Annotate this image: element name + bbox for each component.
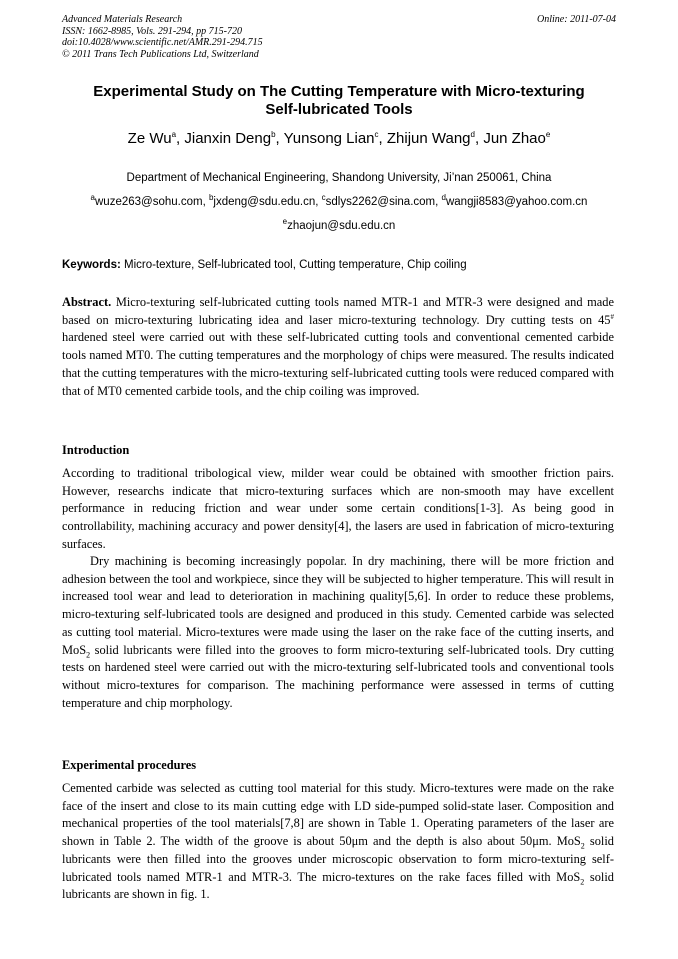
email-mark: b — [208, 193, 214, 203]
author-separator: , — [176, 130, 185, 147]
procedures-paragraph — [62, 780, 614, 904]
author-name: Zhijun Wang — [386, 130, 471, 147]
author-separator: , — [474, 130, 484, 147]
author-list — [62, 129, 616, 149]
abstract-sup: # — [610, 312, 614, 321]
author-name: Ze Wu — [127, 130, 172, 147]
abstract-text: hardened steel were carried out with these self-lubricated cutting tools and conventional cemented carbide tools named MT0. The cutting temperatures and the morphology of chips were measured. The results indicated that the cutting temperatures with the micro-texturing self-lubricated cutting tools were reduced compared with that of MT0 cemented carbide tools, and the chip coiling was improved. — [62, 330, 614, 398]
introduction-paragraph-2 — [62, 553, 614, 712]
email-separator: , — [315, 196, 322, 208]
email-line-2 — [62, 219, 616, 233]
author-mark: e — [545, 130, 551, 139]
email-address[interactable]: wuze263@sohu.com — [95, 196, 203, 208]
email-mark: d — [441, 193, 446, 203]
abstract-paragraph — [62, 294, 614, 400]
journal-header — [62, 14, 616, 60]
email-address[interactable]: jxdeng@sdu.edu.cn — [213, 196, 316, 208]
paragraph-text: solid lubricants were then filled into the grooves under microscopic observation to form micro-texturing self-lubricated tools named MTR-1 and MTR-3. The micro-textures on the rake faces filled with MoS — [62, 834, 614, 884]
email-address[interactable]: zhaojun@sdu.edu.cn — [287, 220, 396, 232]
paper-title — [62, 83, 616, 119]
introduction-paragraph-1: According to traditional tribological view, milder wear could be obtained with smoother friction pairs. However, researchs indicate that micro-texturing surfaces which are non-smooth may have excellent performance in reducing friction and wear under some certain conditions[1-3]. As being good in controllability, machining accuracy and power density[4], the lasers are used in fabrication of micro-texturing surfaces. — [62, 466, 614, 551]
journal-name: Advanced Materials Research — [62, 14, 183, 25]
copyright-line: © 2011 Trans Tech Publications Ltd, Switzerland — [62, 48, 259, 60]
email-mark: e — [282, 217, 288, 227]
doi-line: doi:10.4028/www.scientific.net/AMR.291-294.715 — [62, 37, 263, 48]
introduction-heading: Introduction — [62, 443, 130, 457]
email-address[interactable]: wangji8583@yahoo.com.cn — [445, 196, 588, 208]
online-date: Online: 2011-07-04 — [537, 14, 616, 25]
author-mark: d — [470, 130, 475, 139]
subscript: 2 — [580, 876, 585, 886]
email-mark: c — [321, 193, 326, 203]
title-line-2: Self-lubricated Tools — [265, 101, 413, 118]
keywords — [62, 258, 616, 272]
paragraph-text: Cemented carbide was selected as cutting tool material for this study. Micro-textures were made on the rake face of the insert and close to its main cutting edge with LD side-pumped solid-state laser. Composition and mechanical properties of the tool materials[7,8] are shown in Table 1. Operating parameters of the laser are shown in Table 2. The width of the groove is about 50μm and the depth is also about 50μm. MoS — [62, 781, 614, 849]
affiliation: Department of Mechanical Engineering, Shandong University, Ji’nan 250061, China — [126, 172, 552, 184]
keywords-text: Micro-texture, Self-lubricated tool, Cutting temperature, Chip coiling — [120, 259, 467, 271]
abstract-label: Abstract. — [62, 295, 112, 309]
author-mark: b — [271, 130, 276, 139]
issn-line: ISSN: 1662-8985, Vols. 291-294, pp 715-720 — [62, 25, 242, 37]
keywords-label: Keywords: — [62, 259, 121, 271]
author-separator: , — [275, 130, 284, 147]
author-mark: c — [374, 130, 379, 139]
subscript: 2 — [86, 649, 91, 659]
email-line-1 — [62, 195, 616, 209]
paragraph-text: solid lubricants are shown in fig. 1. — [62, 869, 614, 902]
paragraph-text: solid lubricants were filled into the grooves to form micro-texturing self-lubricated tools. Dry cutting tests on hardened steel were carried out with the micro-texturing self-lubricated tools and conventional tools without micro-textures for comparison. The machining performance were assessed in terms of cutting temperature and chip morphology. — [62, 642, 614, 710]
subscript: 2 — [580, 841, 585, 851]
paragraph-text: Dry machining is becoming increasingly popolar. In dry machining, there will be more friction and adhesion between the tool and workpiece, since they will be subjected to higher temperature. This will result in increased tool wear and lead to deterioration in machining quality[5,6]. In order to reduce these problems, micro-texturing self-lubricated tools are designed and produced in this study. Cemented carbide was selected as cutting tool material. Micro-textures were made using the laser on the rake face of the cutting inserts, and MoS — [62, 554, 614, 657]
email-mark: a — [90, 193, 95, 203]
author-name: Jianxin Deng — [184, 130, 272, 147]
email-separator: , — [202, 196, 209, 208]
procedures-heading: Experimental procedures — [62, 758, 197, 772]
abstract-text: Micro-texturing self-lubricated cutting tools named MTR-1 and MTR-3 were designed and made based on micro-texturing lubricating idea and laser micro-texturing technology. Dry cutting tests on 45 — [62, 295, 614, 327]
author-name: Jun Zhao — [483, 130, 546, 147]
title-line-1: Experimental Study on The Cutting Temperature with Micro-texturing — [93, 83, 585, 100]
author-name: Yunsong Lian — [283, 130, 375, 147]
email-address[interactable]: sdlys2262@sina.com — [325, 196, 436, 208]
author-mark: a — [171, 130, 177, 139]
author-separator: , — [378, 130, 387, 147]
email-separator: , — [435, 196, 442, 208]
